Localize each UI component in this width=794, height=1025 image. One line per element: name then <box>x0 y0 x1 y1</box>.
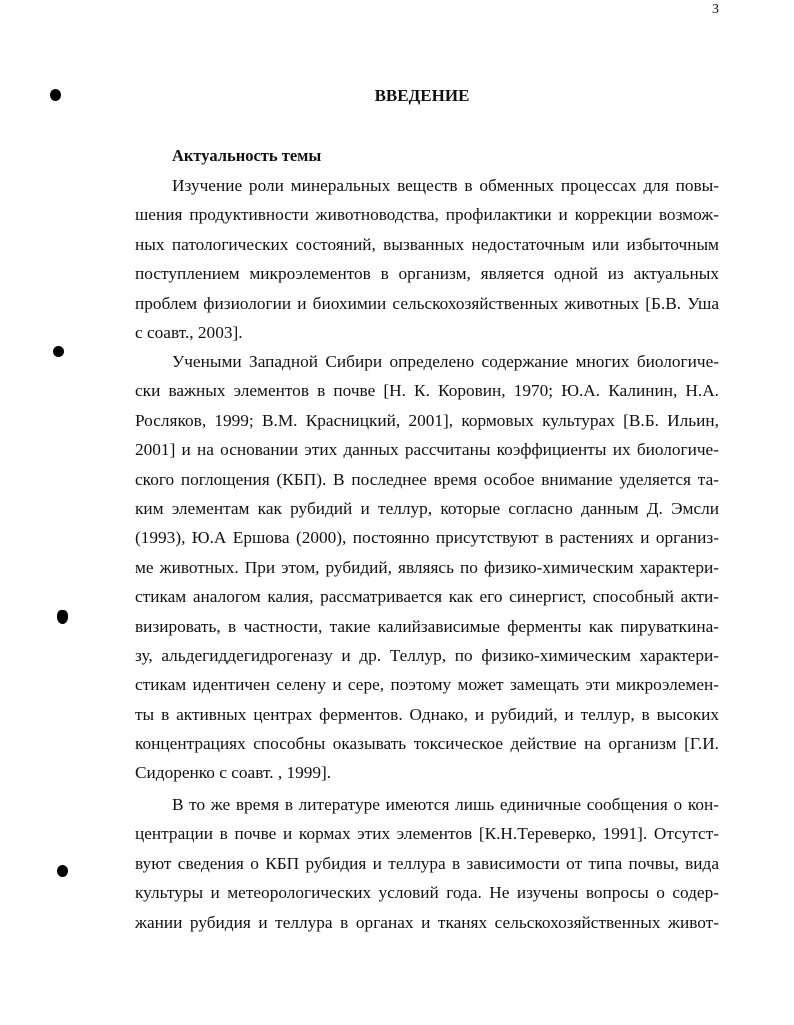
text-line: ме животных. При этом, рубидий, являясь по физико-химическим характери- <box>135 557 719 577</box>
page-number: 3 <box>712 2 719 17</box>
scan-punch-hole-mark <box>53 346 64 357</box>
text-line: с соавт., 2003]. <box>135 322 243 342</box>
text-line: центрации в почве и кормах этих элементов [К.Н.Тереверко, 1991]. Отсутст- <box>135 824 719 844</box>
section-heading: Актуальность темы <box>172 146 322 165</box>
text-line: проблем физиологии и биохимии сельскохозяйственных животных [Б.В. Уша <box>135 293 719 313</box>
paragraph-1 <box>135 171 719 347</box>
text-line: жании рубидия и теллура в органах и тканях сельскохозяйственных живот- <box>135 912 719 932</box>
text-line: концентрациях способны оказывать токсическое действие на организм [Г.И. <box>135 734 719 754</box>
paragraph-3 <box>135 790 719 937</box>
scan-punch-hole-mark <box>50 89 61 101</box>
text-line: Росляков, 1999; В.М. Красницкий, 2001], кормовых культурах [В.Б. Ильин, <box>135 410 719 430</box>
text-line: ского поглощения (КБП). В последнее время особое внимание уделяется та- <box>135 469 719 489</box>
text-line: визировать, в частности, такие калийзависимые ферменты как пируваткина- <box>135 616 719 636</box>
text-line: стикам идентичен селену и сере, поэтому может замещать эти микроэлемен- <box>135 675 719 695</box>
scan-punch-hole-mark <box>57 865 68 877</box>
text-line: вуют сведения о КБП рубидия и теллура в зависимости от типа почвы, вида <box>135 853 719 873</box>
scan-punch-hole-mark <box>57 610 68 624</box>
text-line: Учеными Западной Сибири определено содержание многих биологиче- <box>172 352 719 371</box>
page-title: ВВЕДЕНИЕ <box>374 86 470 105</box>
text-line: поступлением микроэлементов в организм, является одной из актуальных <box>135 264 719 284</box>
text-line: стикам аналогом калия, рассматривается как его синергист, способный акти- <box>135 587 719 607</box>
text-line: зу, альдегиддегидрогеназу и др. Теллур, по физико-химическим характери- <box>135 645 719 665</box>
text-line: ски важных элементов в почве [Н. К. Коровин, 1970; Ю.А. Калинин, Н.А. <box>135 381 719 401</box>
text-line: Сидоренко с соавт. , 1999]. <box>135 763 332 783</box>
text-line: В то же время в литературе имеются лишь единичные сообщения о кон- <box>172 795 719 814</box>
text-line: (1993), Ю.А Ершова (2000), постоянно присутствуют в растениях и организ- <box>135 528 719 548</box>
paragraph-2 <box>135 347 719 788</box>
text-line: ных патологических состояний, вызванных недостаточным или избыточным <box>135 234 719 254</box>
text-line: Изучение роли минеральных веществ в обменных процессах для повы- <box>172 176 719 195</box>
text-line: 2001] и на основании этих данных рассчитаны коэффициенты их биологиче- <box>135 440 719 460</box>
text-line: культуры и метеорологических условий года. Не изучены вопросы о содер- <box>135 883 719 903</box>
text-line: ким элементам как рубидий и теллур, которые согласно данным Д. Эмсли <box>135 498 719 518</box>
text-line: шения продуктивности животноводства, профилактики и коррекции возмож- <box>135 205 719 225</box>
text-line: ты в активных центрах ферментов. Однако, и рубидий, и теллур, в высоких <box>135 704 719 724</box>
